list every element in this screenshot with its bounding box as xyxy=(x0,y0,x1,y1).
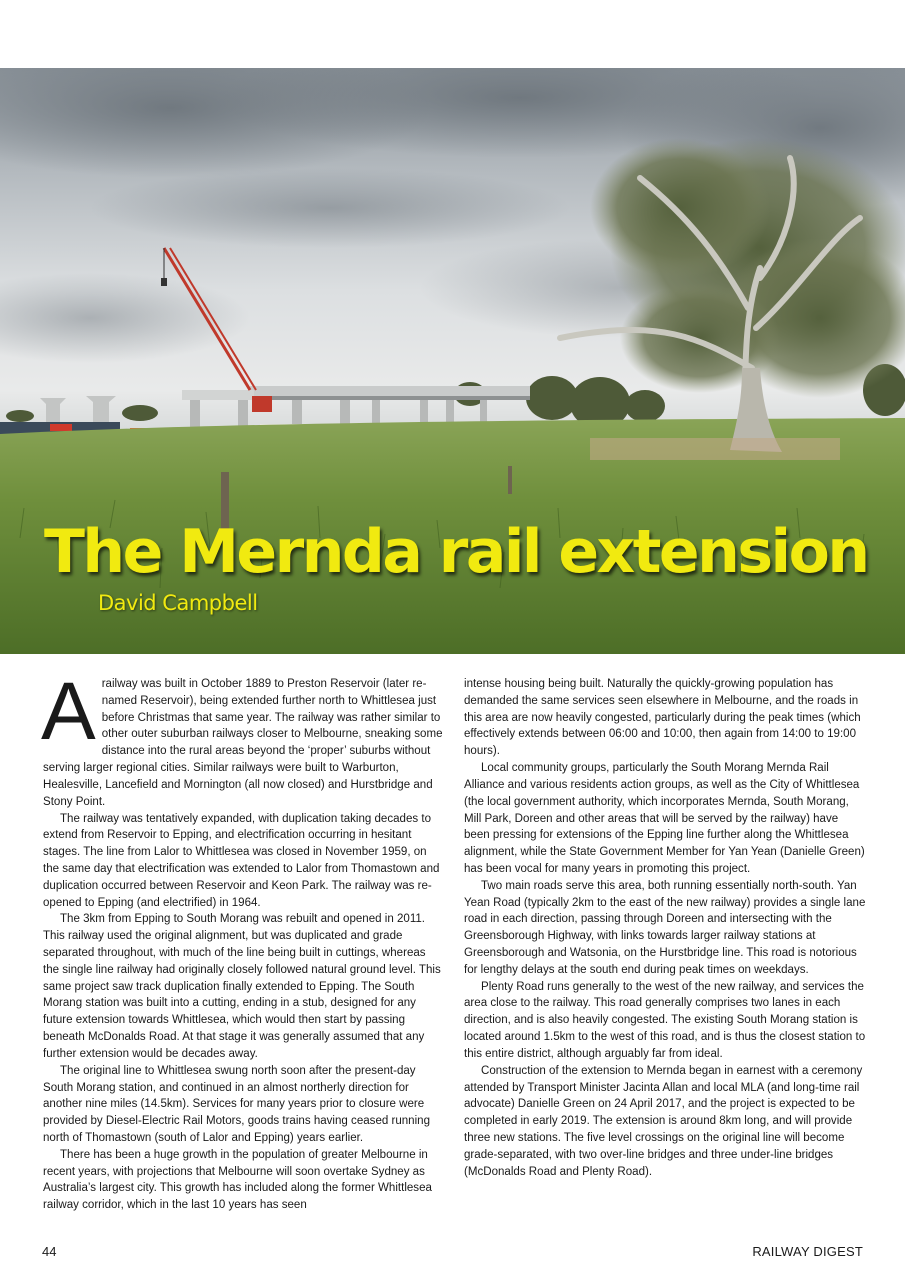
body-paragraph: Construction of the extension to Mernda began in earnest with a ceremony attended by Transport Minister Jacinta Allan and local MLA (and long-time rail advocate) Danielle Green on 24 April 2017, and the project is expected to be completed in early 2019. The extension is around 8km long, and will provide three new stations. The five level crossings on the original line will become grade-separated, with two over-line bridges and three under-line bridges (McDonalds Road and Plenty Road). xyxy=(464,1064,863,1178)
body-paragraph: The 3km from Epping to South Morang was rebuilt and opened in 2011. This railway used the original alignment, but was duplicated and grade separated throughout, with much of the line being built in cuttings, whereas the single line railway had originally closely followed natural ground level. This same project saw track duplication finally extended to Epping. The South Morang station was built into a cutting, ending in a stub, designed for any future extension towards Whittlesea, which would then start by passing beneath McDonalds Road. At that stage it was generally assumed that any further extension would be decades away. xyxy=(43,913,441,1060)
opening-paragraph-text: railway was built in October 1889 to Preston Reservoir (later re-named Reservoir), being extended further north to Whittlesea just before Christmas that same year. The railway was rather similar to other outer suburban railways closer to Melbourne, sneaking some distance into the rural areas beyond the ‘proper’ suburbs without serving larger regional cities. Similar railways were built to Warburton, Healesville, Lancefield and Mornington (all now closed) and Hurstbridge and Stony Point. xyxy=(43,678,443,808)
body-paragraph: Plenty Road runs generally to the west of the new railway, and services the area close to the railway. This road generally comprises two lanes in each direction, and is also heavily congested. The existing South Morang station is located around 1.5km to the west of this road, and is thus the closest station to this entire district, although arguably far from ideal. xyxy=(464,980,866,1060)
opening-paragraph xyxy=(41,666,443,811)
body-paragraph: Local community groups, particularly the South Morang Mernda Rail Alliance and various residents action groups, as well as the City of Whittlesea (the local government authority, which incorporates Mernda, South Morang, Mill Park, Doreen and other areas that will be served by the railway) have been pressing for extensions of the Epping line further along the Whittlesea alignment, while the State Government Member for Yan Yean (Danielle Green) has been vocal for many years in promoting this project. xyxy=(464,762,865,875)
hero-photo xyxy=(0,68,905,654)
body-paragraph: There has been a huge growth in the population of greater Melbourne in recent years, with projections that Melbourne will soon overtake Sydney as Australia’s largest city. This growth has included along the former Whittlesea railway corridor, which in the last 10 years has seen xyxy=(43,1148,432,1212)
text-column-left xyxy=(41,666,443,1214)
body-paragraph: intense housing being built. Naturally the quickly-growing population has demanded the same services seen elsewhere in Melbourne, and the roads in this area are now heavily congested, particularly during the peak times (which effectively extends between 06:00 and 10:00, then again from 14:00 to 19:00 hours). xyxy=(464,678,861,758)
body-paragraph: Two main roads serve this area, both running essentially north-south. Yan Yean Road (typically 2km to the east of the new railway) provides a single lane road in each direction, passing through Doreen and intersecting with the Greensborough Highway, with links towards larger railway stations at Greensborough and Watsonia, on the Hurstbridge line. This road is notorious for lengthy delays at the south end during peak times on weekdays. xyxy=(464,879,866,976)
text-column-right xyxy=(464,676,866,1180)
body-paragraph: The railway was tentatively expanded, with duplication taking decades to extend from Reservoir to Epping, and electrification occurring in hesitant stages. The line from Lalor to Whittlesea was closed in November 1959, on the same day that electrification was extended to Lalor from Thomastown and duplication occurred between Reservoir and Keon Park. The railway was re-opened to Epping (and electrified) in 1964. xyxy=(43,812,440,909)
drop-cap: A xyxy=(41,666,96,757)
body-paragraph: The original line to Whittlesea swung north soon after the present-day South Morang station, and continued in an almost northerly direction for another nine miles (14.5km). Services for many years prior to closure were provided by Diesel-Electric Rail Motors, goods trains having ceased running north of Thomastown (south of Lalor and Epping) years earlier. xyxy=(43,1064,431,1144)
page-number: 44 xyxy=(42,1244,57,1259)
article-title: The Mernda rail extension xyxy=(44,517,868,587)
article-author: David Campbell xyxy=(98,591,258,615)
magazine-name: RAILWAY DIGEST xyxy=(752,1244,863,1259)
